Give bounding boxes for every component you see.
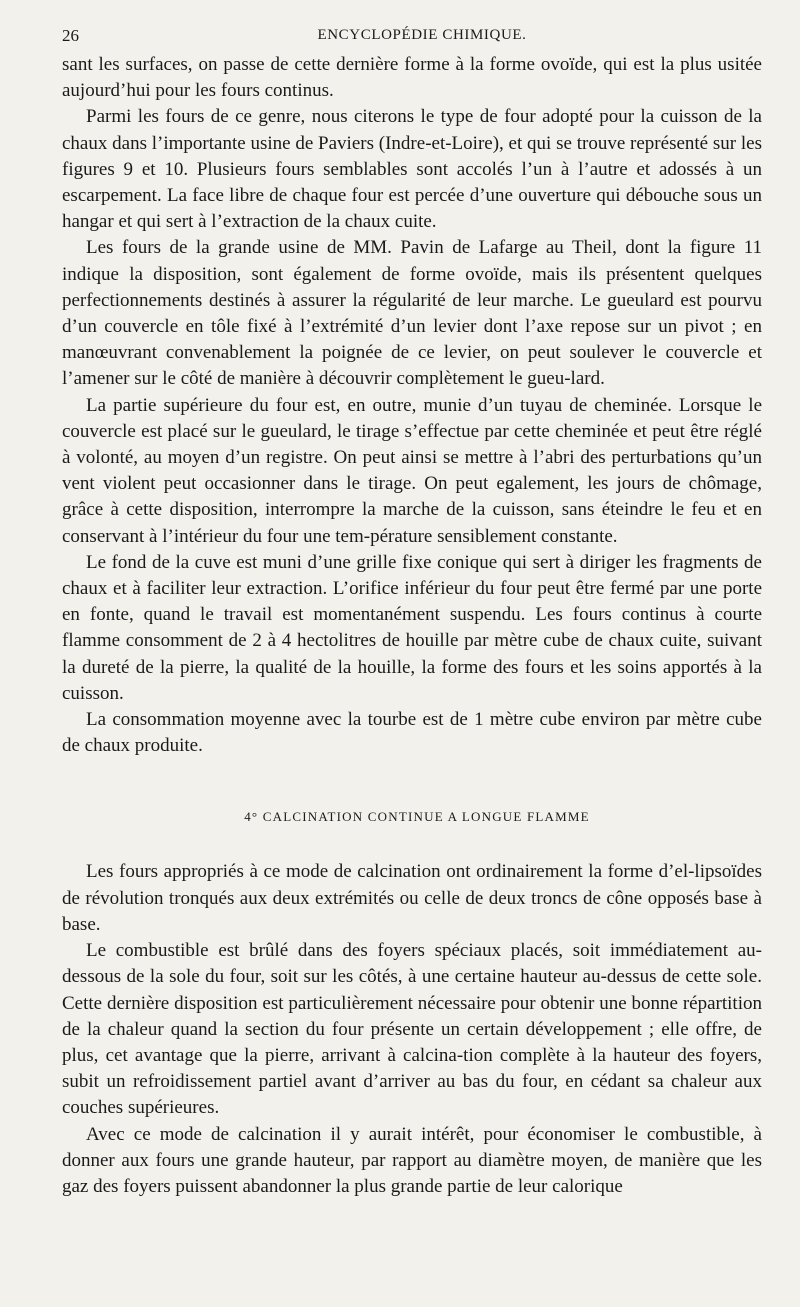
- paragraph: Les fours appropriés à ce mode de calcination ont ordinairement la forme d’el-lipsoïdes de révolution tronqués aux deux extrémités ou celle de deux troncs de cône opposés base à base.: [62, 861, 762, 935]
- section-title: CALCINATION CONTINUE A LONGUE FLAMME: [262, 809, 590, 825]
- section-number: 4°: [244, 809, 259, 825]
- body-text-section: [62, 859, 762, 1200]
- paragraph: Le fond de la cuve est muni d’une grille fixe conique qui sert à diriger les fragments de chaux et à faciliter leur extraction. L’orifice inférieur du four peut être fermé par une porte en fonte, quand le travail est momentanément suspendu. Les fours continus à courte flamme consomment de 2 à 4 hectolitres de houille par mètre cube de chaux cuite, suivant la dureté de la pierre, la qualité de la houille, la forme des fours et les soins apportés à la cuisson.: [62, 551, 762, 704]
- paragraph: Avec ce mode de calcination il y aurait intérêt, pour économiser le combustible, à donner aux fours une grande hauteur, par rapport au diamètre moyen, de manière que les gaz des foyers puissent abandonner la plus grande partie de leur calorique: [62, 1123, 762, 1197]
- paragraph: Parmi les fours de ce genre, nous citerons le type de four adopté pour la cuisson de la chaux dans l’importante usine de Paviers (Indre-et-Loire), et qui se trouve représenté sur les figures 9 et 10. Plusieurs fours semblables sont accolés l’un à l’autre et adossés à un escarpement. La face libre de chaque four est percée d’une ouverture qui débouche sous un hangar et qui sert à l’extraction de la chaux cuite.: [62, 106, 762, 233]
- section-heading: [62, 809, 762, 825]
- paragraph: Le combustible est brûlé dans des foyers spéciaux placés, soit immédiatement au-dessous de la sole du four, soit sur les côtés, à une certaine hauteur au-dessus de cette sole. Cette dernière disposition est particulièrement nécessaire pour obtenir une bonne répartition de la chaleur quand la section du four présente un certain développement ; elle offre, de plus, cet avantage que la pierre, arrivant à calcina-tion complète à la hauteur des foyers, subit un refroidissement partiel avant d’arriver au bas du four, en cédant sa chaleur aux couches supérieures.: [62, 940, 762, 1119]
- page-number: 26: [62, 26, 79, 45]
- running-title: ENCYCLOPÉDIE CHIMIQUE.: [317, 27, 527, 43]
- paragraph: Les fours de la grande usine de MM. Pavin de Lafarge au Theil, dont la figure 11 indique la disposition, sont également de forme ovoïde, mais ils présentent quelques perfectionnements destinés à assurer la régularité de leur marche. Le gueulard est pourvu d’un couvercle en tôle fixé à l’extrémité d’un levier dont l’axe repose sur un pivot ; en manœuvrant convenablement la poignée de ce levier, on peut soulever le couvercle et l’amener sur le côté de manière à découvrir complètement le gueu-lard.: [62, 237, 762, 390]
- page-header: [62, 24, 762, 52]
- paragraph: La partie supérieure du four est, en outre, munie d’un tuyau de cheminée. Lorsque le couvercle est placé sur le gueulard, le tirage s’effectue par cette cheminée et peut être réglé à volonté, au moyen d’un registre. On peut ainsi se mettre à l’abri des perturbations qu’un vent violent peut occasionner dans le tirage. On peut egalement, les jours de chômage, grâce à cette disposition, interrompre la marche de la cuisson, sans éteindre le feu et en conservant à l’intérieur du four une tem-pérature sensiblement constante.: [62, 394, 762, 547]
- body-text: [62, 52, 762, 759]
- paragraph: La consommation moyenne avec la tourbe est de 1 mètre cube environ par mètre cube de chaux produite.: [62, 709, 762, 757]
- paragraph: sant les surfaces, on passe de cette dernière forme à la forme ovoïde, qui est la plus usitée aujourd’hui pour les fours continus.: [62, 54, 762, 102]
